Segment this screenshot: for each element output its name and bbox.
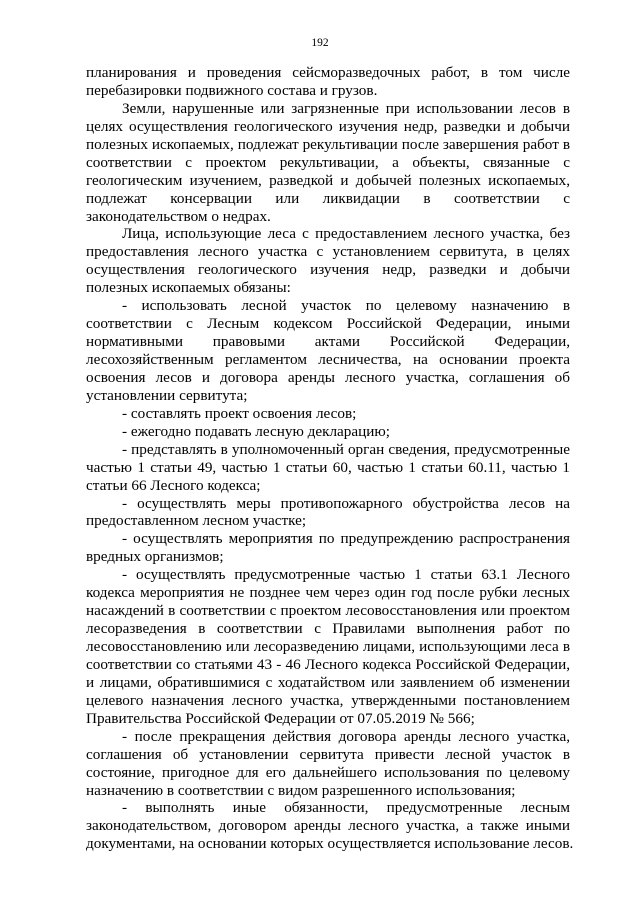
text-line: - осуществлять предусмотренные частью 1 статьи 63.1 Лесного — [122, 566, 570, 584]
text-line: полезных ископаемых обязаны: — [86, 279, 291, 297]
text-line: соответствии с Лесным кодексом Российской Федерации, иными — [86, 315, 570, 333]
paragraph — [86, 297, 570, 405]
text-line: лесоразведения в соответствии с Правилами выполнения работ по — [86, 620, 570, 638]
paragraph — [86, 423, 570, 441]
text-line: - осуществлять мероприятия по предупреждению распространения — [122, 530, 570, 548]
text-line: соответствии со статьями 43 - 46 Лесного кодекса Российской Федерации, — [86, 655, 570, 673]
paragraph — [86, 566, 570, 727]
text-line: кодекса мероприятия не позднее чем через один год после рубки лесных — [86, 584, 570, 602]
text-line: - представлять в уполномоченный орган сведения, предусмотренные — [122, 440, 570, 458]
text-line: установлении сервитута; — [86, 386, 248, 404]
text-line: геологическим изучением, разведкой и добычей полезных ископаемых, — [86, 171, 570, 189]
page-number: 192 — [311, 37, 329, 49]
text-line: законодательством о недрах. — [86, 207, 271, 225]
text-line: вредных организмов; — [86, 548, 224, 566]
text-line: - осуществлять меры противопожарного обустройства лесов на — [122, 494, 570, 512]
paragraph — [86, 441, 570, 495]
paragraph — [86, 530, 570, 566]
paragraph — [86, 100, 570, 226]
paragraph — [86, 495, 570, 531]
text-line: предоставленном лесном участке; — [86, 512, 307, 530]
text-line: планирования и проведения сейсморазведочных работ, в том числе — [86, 64, 570, 81]
text-line: Правительства Российской Федерации от 07.05.2019 № 566; — [86, 709, 475, 727]
text-line: целевого назначения лесного участка, утвержденными постановлением — [86, 691, 570, 709]
text-line: перебазировки подвижного состава и грузов. — [86, 81, 378, 99]
text-line: лесовосстановлению или лесоразведению лицами, использующими леса в — [86, 638, 570, 655]
text-line: соответствии с проектом рекультивации, а объекты, связанные с — [86, 153, 570, 171]
text-line: документами, на основании которых осуществляется использование лесов. — [86, 835, 574, 853]
text-line: - после прекращения действия договора аренды лесного участка, — [122, 727, 570, 745]
text-line: соглашения об установлении сервитута привести лесной участок в — [86, 745, 570, 763]
text-line: нормативными правовыми актами Российской Федерации, — [86, 333, 570, 351]
text-line: предоставления лесного участка с установлением сервитута, в целях — [86, 243, 570, 261]
text-line: законодательством, договором аренды лесного участка, а также иными — [86, 817, 570, 835]
text-line: осуществления геологического изучения недр, разведки и добычи — [86, 261, 570, 279]
text-line: назначению в соответствии с видом разрешенного использования; — [86, 781, 516, 799]
paragraph — [86, 728, 570, 800]
text-line: и лицами, обратившимися с ходатайством или заявлением об изменении — [86, 673, 570, 691]
paragraph — [86, 405, 570, 423]
text-line: Лица, использующие леса с предоставлением лесного участка, без — [122, 225, 570, 243]
text-line: полезных ископаемых, подлежат рекультивации после завершения работ в — [86, 135, 570, 153]
text-line: подлежат консервации или ликвидации в соответствии с — [86, 189, 570, 207]
paragraph — [86, 225, 570, 297]
document-body — [86, 64, 574, 853]
text-line: лесохозяйственным регламентом лесничества, на основании проекта — [86, 351, 570, 368]
text-line: состояние, пригодное для его дальнейшего использования по целевому — [86, 763, 570, 781]
paragraph — [86, 799, 574, 853]
text-line: освоения лесов и договора аренды лесного участка, соглашения об — [86, 368, 570, 386]
text-line: - использовать лесной участок по целевому назначению в — [122, 297, 570, 315]
paragraph — [86, 64, 570, 100]
text-line: - составлять проект освоения лесов; — [122, 404, 357, 422]
text-line: насаждений в соответствии с проектом лесовосстановления или проектом — [86, 602, 570, 620]
text-line: Земли, нарушенные или загрязненные при использовании лесов в — [122, 99, 570, 117]
text-line: - выполнять иные обязанности, предусмотренные лесным — [122, 799, 570, 817]
text-line: целях осуществления геологического изучения недр, разведки и добычи — [86, 117, 570, 135]
text-line: статьи 66 Лесного кодекса; — [86, 476, 261, 494]
text-line: частью 1 статьи 49, частью 1 статьи 60, частью 1 статьи 60.11, частью 1 — [86, 458, 570, 476]
text-line: - ежегодно подавать лесную декларацию; — [122, 422, 390, 440]
